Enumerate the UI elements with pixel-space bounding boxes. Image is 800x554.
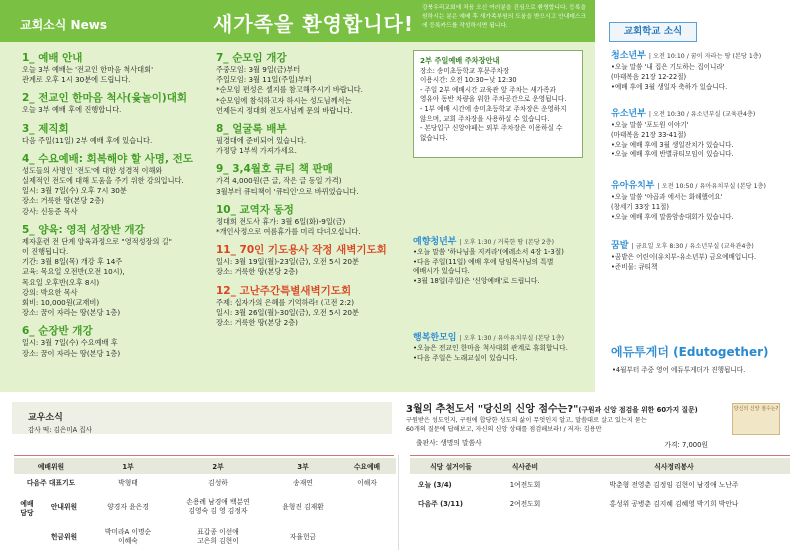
school-section-title	[611, 108, 791, 121]
school-section-title	[611, 50, 791, 63]
news-item	[216, 163, 408, 196]
news-item	[216, 244, 408, 277]
table-row-label: 다음주 대표기도	[26, 478, 76, 487]
senior-title	[413, 334, 593, 344]
table-row	[14, 474, 396, 492]
table-row	[14, 492, 396, 522]
book-cover-image	[732, 403, 780, 435]
table-header-row	[410, 458, 790, 474]
news-item	[22, 123, 212, 146]
member-news-title: 교우소식	[28, 413, 63, 423]
table-header: 식사정리봉사	[558, 458, 790, 474]
news-item-body: 오늘 3부 예배는 '전교인 한마음 척사대회' 관계로 오후 1시 30분에 드립니다.	[22, 65, 154, 85]
youth-title	[413, 238, 593, 248]
news-item	[216, 204, 408, 237]
school-section-time: | 오전 10:30 / 유소년부실 (교육관4층)	[648, 111, 756, 118]
news-column-1	[22, 52, 212, 366]
table-row	[410, 493, 790, 512]
table-cell	[338, 492, 396, 522]
news-item	[216, 52, 408, 116]
table-cell	[338, 522, 396, 552]
news-item	[22, 224, 212, 319]
school-section	[611, 50, 791, 92]
table-header: 2부	[168, 458, 268, 474]
news-item-title: 12_ 고난주간특별새벽기도회	[216, 284, 352, 297]
news-item-body: 오늘 3부 예배 후에 진행합니다.	[22, 105, 122, 115]
book-cover-text: 당신의 신앙 점수는?	[733, 406, 779, 412]
table-cell: 양경자 윤은경	[107, 502, 149, 511]
book-description: 구원받은 성도인지, 구원에 합당한 성도의 삶이 무엇인지 알고, 말씀대로 살고 있는지 묻는 60개의 질문에 답해보고, 자신의 신앙 상태를 점검해보라! / 저자: 김용만	[406, 417, 647, 433]
news-item	[22, 153, 212, 217]
book-title-sub: (구원과 신앙 점검을 위한 60가지 질문)	[578, 406, 698, 414]
table-cell: 송재연	[293, 478, 313, 487]
news-item-body: 일시: 3월 19일(월)-23일(금), 오전 5시 20분 장소: 거룩한 땅(본당 2층)	[216, 257, 359, 277]
news-item	[216, 285, 408, 329]
school-section-time: | 오전 10:10 / 꿈이 자라는 땅 (본당 1층)	[648, 53, 762, 60]
news-item-title: 7_ 순모임 개강	[216, 52, 287, 64]
table-header: 식사준비	[492, 458, 558, 474]
youth-time: | 오후 1:30 / 거룩한 땅 (본당 2층)	[459, 239, 555, 246]
school-section	[611, 108, 791, 160]
school-section	[611, 240, 791, 273]
school-section-name: 유소년부	[611, 109, 646, 119]
news-item-body: 제자훈련 전 단계 양육과정으로 "영적성장의 길" 이 진행됩니다. 기간: 3월 8일(목) 개강 후 14주 교육: 목요일 오전반(오전 10시), 목요일 오후반(오후 8시) 강의: 박요한 목사 회비: 10,000원(교재비) 장소: 꿈이 자라는 땅(본당 1층)	[22, 236, 172, 318]
table-cell: 김성하	[208, 478, 228, 487]
table-cell: 2여전도회	[509, 499, 541, 508]
school-section-time: | 오전 10:50 / 유아유치부실 (본당 1층)	[657, 183, 766, 190]
news-item-title: 10_ 교역자 동정	[216, 203, 294, 216]
member-news	[12, 402, 392, 434]
table-cell: 표갑종 이선애 고은희 김현이	[197, 528, 239, 545]
news-item-body: 주제: 십자가의 은혜를 기억하라! (고전 2:2) 일시: 3월 26일(월)-30일(금), 오전 5시 20분 장소: 거룩한 땅(본당 2층)	[216, 297, 359, 328]
news-item	[22, 325, 212, 358]
table-cell: 홍성위 공병춘 김지혜 김혜영 박기희 박안나	[609, 499, 739, 508]
table-row	[410, 474, 790, 493]
table-row-label: 오늘 (3/4)	[418, 480, 452, 489]
news-item-title: 11_ 70인 기도용사 작정 새벽기도회	[216, 244, 387, 257]
news-item-title: 8_ 얼굴록 배부	[216, 123, 287, 136]
school-section-name: 유아유치부	[611, 181, 655, 191]
school-section-body: •꿈밭은 어린이(유치부-유소년부) 금요예배입니다. •준비물: 큐티책	[611, 253, 757, 271]
welcome-note: 강북우리교회에 처음 오신 여러분을 진심으로 환영합니다. 등록을 원하시는 분은 예배 후 새가족부원의 도움을 받으시고 안내데스크에 등록카드를 작성하시면 됩니다.	[422, 5, 587, 29]
school-section-name: 청소년부	[611, 51, 646, 61]
news-item-title: 9_ 3,4월호 큐티 책 판매	[216, 163, 333, 176]
school-title: 교회학교 소식	[609, 22, 697, 42]
divider-line	[14, 455, 394, 456]
book-publisher: 출판사: 생명의 말씀사	[416, 439, 482, 447]
divider-line	[410, 455, 790, 456]
youth-section	[413, 238, 593, 287]
news-item-body: 성도들의 사명인 '전도'에 대한 성경적 이해와 실제적인 전도에 대해 도움을 주기 위한 강의입니다. 일시: 3월 7일(수) 오후 7시 30분 장소: 거룩한 땅(본당 2층) 강사: 신동준 목사	[22, 165, 184, 216]
welcome-title: 새가족을 환영합니다!	[213, 12, 414, 36]
news-item	[22, 52, 212, 85]
edutogether-body: •4월부터 주중 영어 에듀투게더가 진행됩니다.	[612, 366, 746, 374]
news-item	[22, 92, 212, 115]
school-section	[611, 180, 791, 222]
table-cell: 박형태	[118, 478, 138, 487]
news-item-body: 다음 주일(11일) 2부 예배 후에 있습니다.	[22, 135, 153, 145]
table-cell: 손용례 남경애 백분연 김영숙 김 영 김정자	[186, 498, 250, 515]
parking-body: 장소: 송미초등학교 후문주차장 이용시간: 오전 10:30~낮 12:30 - 주일 2부 예배시간 교육관 앞 주차는 새가족과 영유아 동반 차량을 위한 주차공간으로 운영됩니다. - 1부 예배 시간에 송미초등학교 주차장은 운영하지 않으며, 교회 주차장을 사용하실 수 있습니다. - 본당입구 신앙야페는 외부 주차장은 이용하실 수 없습니다.	[420, 66, 567, 142]
school-section-body: •오늘 말씀 '포도원 이야기' (마태복음 21장 33-41절) •오늘 예배 후에 3월 생일잔치가 있습니다. •오늘 예배 후에 반별큐티모임이 있습니다.	[611, 121, 734, 159]
news-item	[216, 123, 408, 156]
parking-title: 2부 주일예배 주차장안내	[420, 56, 500, 65]
book-title-main: 3월의 추천도서 "당신의 신앙 점수는?"	[406, 404, 579, 415]
divider-line	[398, 455, 399, 550]
table-cell: 이해자	[357, 478, 377, 487]
news-item-body: 주중모임: 3월 9일(금)부터 주일모임: 3월 11일(주일)부터 *순모임 편성은 셀지를 참고해주시기 바랍니다. *순모임에 참석하고자 하시는 성도님께서는 언제든지 정대희 전도사님께 문의 바랍니다.	[216, 65, 363, 115]
service-table	[14, 458, 396, 552]
news-title: 교회소식 News	[20, 18, 107, 32]
school-section-title	[611, 180, 791, 193]
senior-name: 행복한모임	[413, 333, 457, 343]
senior-body: •오늘은 전교인 한마음 척사대회 관계로 휴회합니다. •다음 주일은 노래교실이 있습니다.	[413, 343, 568, 362]
table-header: 1부	[88, 458, 168, 474]
news-item-body: 필경대에 준비되어 있습니다. 가정당 1부씩 가져가세요.	[216, 136, 307, 156]
table-cell: 자율헌금	[289, 532, 317, 541]
news-item-body: 가격 4,000원(큰 글, 작은 글 동일 가격) 3월부터 큐티책이 '큐티인'으로 바뀌었습니다.	[216, 176, 359, 196]
news-item-title: 2_ 전교인 한마음 척사(윷놀이)대회	[22, 92, 187, 105]
news-item-title: 5_ 양육: 영적 성장반 개강	[22, 223, 145, 236]
news-item-title: 1_ 예배 안내	[22, 52, 83, 64]
service-side-label: 예배 담당	[20, 500, 34, 517]
book-price: 가격: 7,000원	[664, 441, 708, 449]
table-header: 3부	[268, 458, 338, 474]
meal-table	[410, 458, 790, 512]
youth-name: 예향청년부	[413, 237, 457, 247]
news-item-body: 정대희 전도사 휴가: 3월 6일(화)-9일(금) *개인사정으로 여름휴가를 미리 다녀오십니다.	[216, 216, 361, 237]
table-cell: 박미라A 이명순 이혜숙	[104, 528, 152, 545]
school-section-time: | 금요일 오후 8:30 / 유소년부실 (교육관4층)	[631, 243, 754, 250]
youth-body: •오늘 말씀 '하나님을 지켜라'(예레소서 4장 1-3절) •다음 주일(11일) 예배 후에 담임목사님의 특별 예배시가 있습니다. •3월 18일(주일)은 '신앙예배'로 드립니다.	[413, 247, 564, 286]
news-item-title: 3_ 제직회	[22, 122, 69, 135]
table-cell: 박춘형 전영춘 김정임 김현이 남경애 노난주	[609, 480, 739, 489]
edutogether-title: 에듀투게더 (Edutogether)	[611, 345, 769, 359]
table-row	[14, 522, 396, 552]
table-cell: 1여전도회	[509, 480, 541, 489]
table-header: 식당 설거이들	[410, 458, 492, 474]
table-header: 수요예배	[338, 458, 396, 474]
table-row-label: 헌금위원	[50, 532, 78, 541]
school-section-name: 꿈밭	[611, 241, 629, 251]
book-title	[406, 400, 788, 415]
school-section-body: •오늘 말씀 '내 집은 기도하는 집이니라' (마태복음 21장 12-22절) •예배 후에 3월 생일자 축하가 있습니다.	[611, 63, 728, 91]
table-row-label: 안내위원	[50, 502, 78, 511]
table-row-label: 다음주 (3/11)	[418, 499, 463, 508]
table-header: 예배위원	[14, 458, 88, 474]
table-header-row	[14, 458, 396, 474]
news-item-title: 4_ 수요예배: 회복해야 할 사명, 전도	[22, 152, 193, 165]
senior-section	[413, 334, 593, 363]
news-item-title: 6_ 순장반 개강	[22, 325, 93, 338]
member-news-body: 감사 떡: 김은미A 집사	[28, 426, 92, 434]
parking-notice	[413, 50, 583, 158]
news-item-body: 일시: 3월 7일(수) 수요예배 후 장소: 꿈이 자라는 땅(본당 1층)	[22, 338, 121, 358]
table-cell: 윤형진 김재환	[282, 502, 324, 511]
senior-time: | 오후 1:30 / 유아유치부실 (본당 1층)	[459, 335, 565, 342]
school-section-body: •오늘 말씀 '야곱과 에서는 화해했어요' (창세기 33장 11절) •오늘 예배 후에 말씀암송대회가 있습니다.	[611, 193, 734, 221]
news-column-2	[216, 52, 408, 335]
school-section-title	[611, 240, 791, 253]
